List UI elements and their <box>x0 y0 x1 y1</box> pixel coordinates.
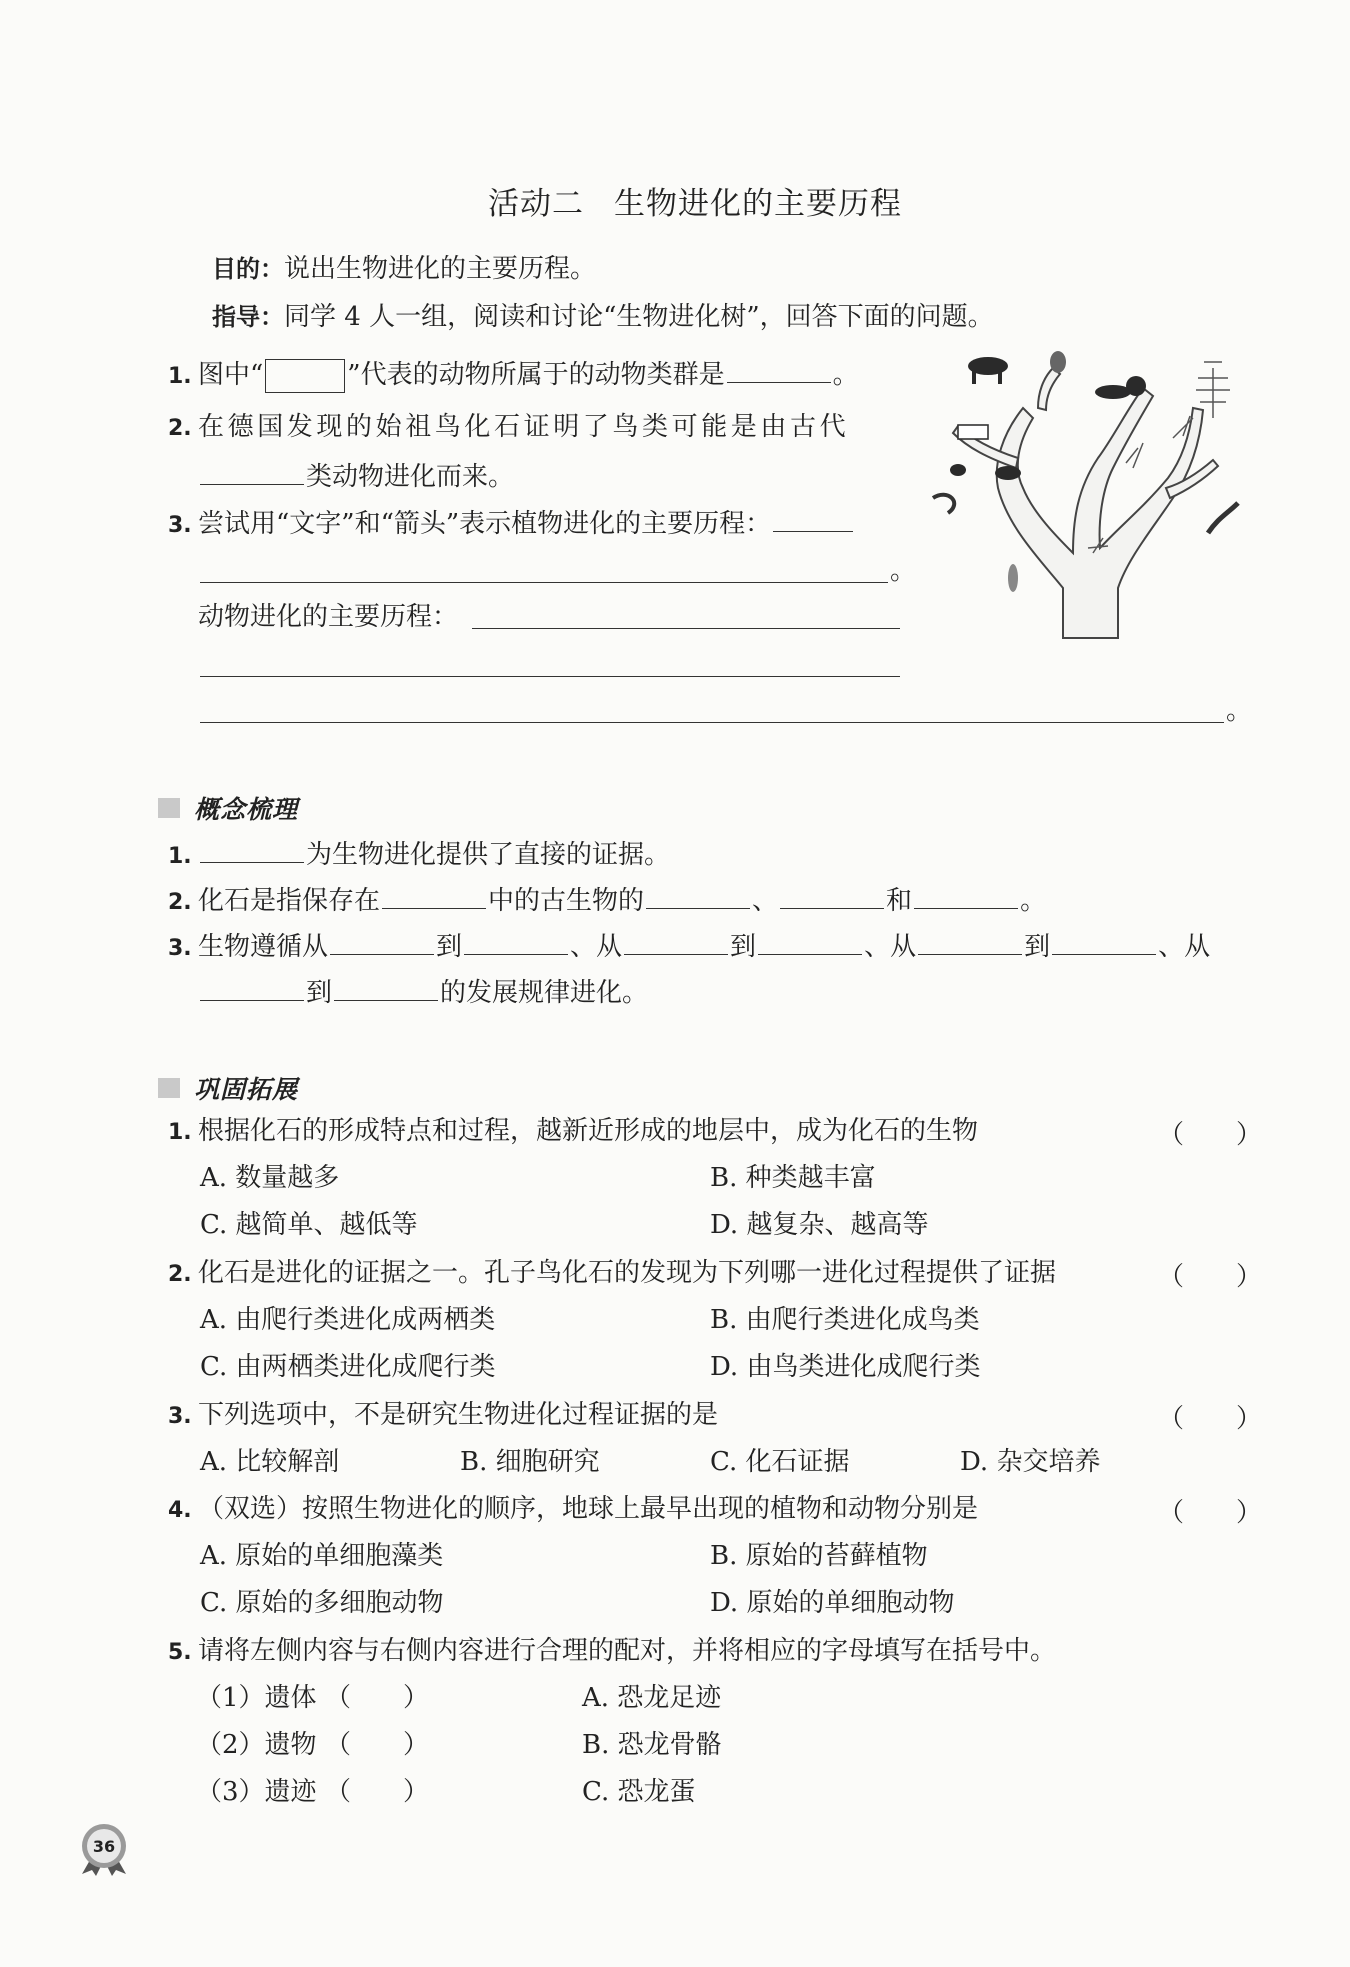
guide-line <box>212 300 994 334</box>
guide-label: 指导： <box>212 303 284 331</box>
answer-blank[interactable] <box>773 505 853 532</box>
option-b[interactable]: B. 原始的苔藓植物 <box>710 1541 928 1571</box>
page-title <box>0 178 1350 223</box>
match-left-1: （1）遗体 <box>196 1683 317 1713</box>
concept-question-2: 2. 化石是指保存在 中的古生物的 、 和 。 <box>168 882 1046 920</box>
answer-paren[interactable]: （ ） <box>1158 1262 1263 1292</box>
answer-paren[interactable]: （ ） <box>1158 1404 1263 1434</box>
page-number: 36 <box>92 1837 116 1856</box>
extension-question-2: 2. 化石是进化的证据之一。孔子鸟化石的发现为下列哪一进化过程提供了证据 <box>168 1258 1057 1288</box>
option-d[interactable]: D. 由鸟类进化成爬行类 <box>710 1352 981 1382</box>
answer-blank[interactable] <box>200 458 304 485</box>
answer-blank[interactable] <box>1052 928 1156 955</box>
activity-title: 生物进化的主要历程 <box>614 186 902 222</box>
answer-blank[interactable] <box>334 974 438 1001</box>
option-a[interactable]: A. 比较解剖 <box>200 1447 340 1477</box>
activity-label: 活动二 <box>488 186 584 222</box>
extension-question-5: 5. 请将左侧内容与右侧内容进行合理的配对，并将相应的字母填写在括号中。 <box>168 1636 1057 1666</box>
activity-question-2-cont: 类动物进化而来。 <box>198 458 514 494</box>
option-c[interactable]: C. 越简单、越低等 <box>200 1210 418 1240</box>
activity-question-1: 1. 图中“ ”代表的动物所属于的动物类群是 。 <box>168 356 859 394</box>
aim-text: 说出生物进化的主要历程。 <box>284 254 597 284</box>
option-c[interactable]: C. 原始的多细胞动物 <box>200 1588 444 1618</box>
extension-question-1: 1. 根据化石的形成特点和过程，越新近形成的地层中，成为化石的生物 <box>168 1116 979 1146</box>
answer-blank[interactable] <box>727 356 831 383</box>
animal-evolution-line: 动物进化的主要历程： <box>198 602 459 632</box>
answer-blank[interactable] <box>780 882 884 909</box>
match-paren-2[interactable]: （ ） <box>325 1730 430 1760</box>
aim-label: 目的： <box>212 255 284 283</box>
option-d[interactable]: D. 越复杂、越高等 <box>710 1210 929 1240</box>
match-right-a: A. 恐龙足迹 <box>582 1683 722 1713</box>
answer-blank[interactable] <box>646 882 750 909</box>
heading-marker <box>158 1078 180 1098</box>
answer-blank[interactable] <box>382 882 486 909</box>
option-d[interactable]: D. 杂交培养 <box>960 1447 1101 1477</box>
match-left-3: （3）遗迹 <box>196 1777 317 1807</box>
answer-line[interactable] <box>200 582 888 583</box>
answer-blank[interactable] <box>914 882 1018 909</box>
answer-blank[interactable] <box>758 928 862 955</box>
answer-blank[interactable] <box>200 974 304 1001</box>
answer-line[interactable] <box>200 722 1224 723</box>
activity-question-2: 2. 在德国发现的始祖鸟化石证明了鸟类可能是由古代 <box>168 412 850 442</box>
answer-paren[interactable]: （ ） <box>1158 1498 1263 1528</box>
concept-question-3-cont: 到 的发展规律进化。 <box>198 974 648 1010</box>
extension-question-3: 3. 下列选项中，不是研究生物进化过程证据的是 <box>168 1400 719 1430</box>
heading-marker <box>158 798 180 818</box>
match-left-2: （2）遗物 <box>196 1730 317 1760</box>
extension-question-4: 4. （双选）按照生物进化的顺序，地球上最早出现的植物和动物分别是 <box>168 1494 979 1524</box>
concepts-heading: 概念梳理 <box>158 790 298 826</box>
match-paren-1[interactable]: （ ） <box>325 1683 430 1713</box>
activity-question-3: 3. 尝试用“文字”和“箭头”表示植物进化的主要历程： <box>168 505 855 543</box>
option-c[interactable]: C. 由两栖类进化成爬行类 <box>200 1352 496 1382</box>
option-b[interactable]: B. 细胞研究 <box>460 1447 600 1477</box>
option-b[interactable]: B. 由爬行类进化成鸟类 <box>710 1305 980 1335</box>
match-right-b: B. 恐龙骨骼 <box>582 1730 722 1760</box>
answer-box[interactable] <box>265 359 345 393</box>
answer-blank[interactable] <box>918 928 1022 955</box>
extension-heading: 巩固拓展 <box>158 1070 298 1106</box>
concept-question-1: 1. 为生物进化提供了直接的证据。 <box>168 836 670 874</box>
answer-paren[interactable]: （ ） <box>1158 1120 1263 1150</box>
answer-blank[interactable] <box>464 928 568 955</box>
answer-line[interactable] <box>472 628 900 629</box>
page-number-badge <box>76 1820 132 1876</box>
answer-blank[interactable] <box>624 928 728 955</box>
aim-line <box>212 252 596 286</box>
option-d[interactable]: D. 原始的单细胞动物 <box>710 1588 955 1618</box>
option-a[interactable]: A. 由爬行类进化成两栖类 <box>200 1305 496 1335</box>
match-right-c: C. 恐龙蛋 <box>582 1777 696 1807</box>
match-paren-3[interactable]: （ ） <box>325 1777 430 1807</box>
option-a[interactable]: A. 数量越多 <box>200 1163 340 1193</box>
option-a[interactable]: A. 原始的单细胞藻类 <box>200 1541 444 1571</box>
guide-text: 同学 4 人一组，阅读和讨论“生物进化树”，回答下面的问题。 <box>284 302 994 332</box>
option-c[interactable]: C. 化石证据 <box>710 1447 850 1477</box>
answer-blank[interactable] <box>330 928 434 955</box>
concept-question-3: 3. 生物遵循从 到 、从 到 、从 到 、从 <box>168 928 1210 966</box>
evolution-tree-image <box>928 348 1248 648</box>
option-b[interactable]: B. 种类越丰富 <box>710 1163 876 1193</box>
answer-line[interactable] <box>200 676 900 677</box>
answer-blank[interactable] <box>200 836 304 863</box>
